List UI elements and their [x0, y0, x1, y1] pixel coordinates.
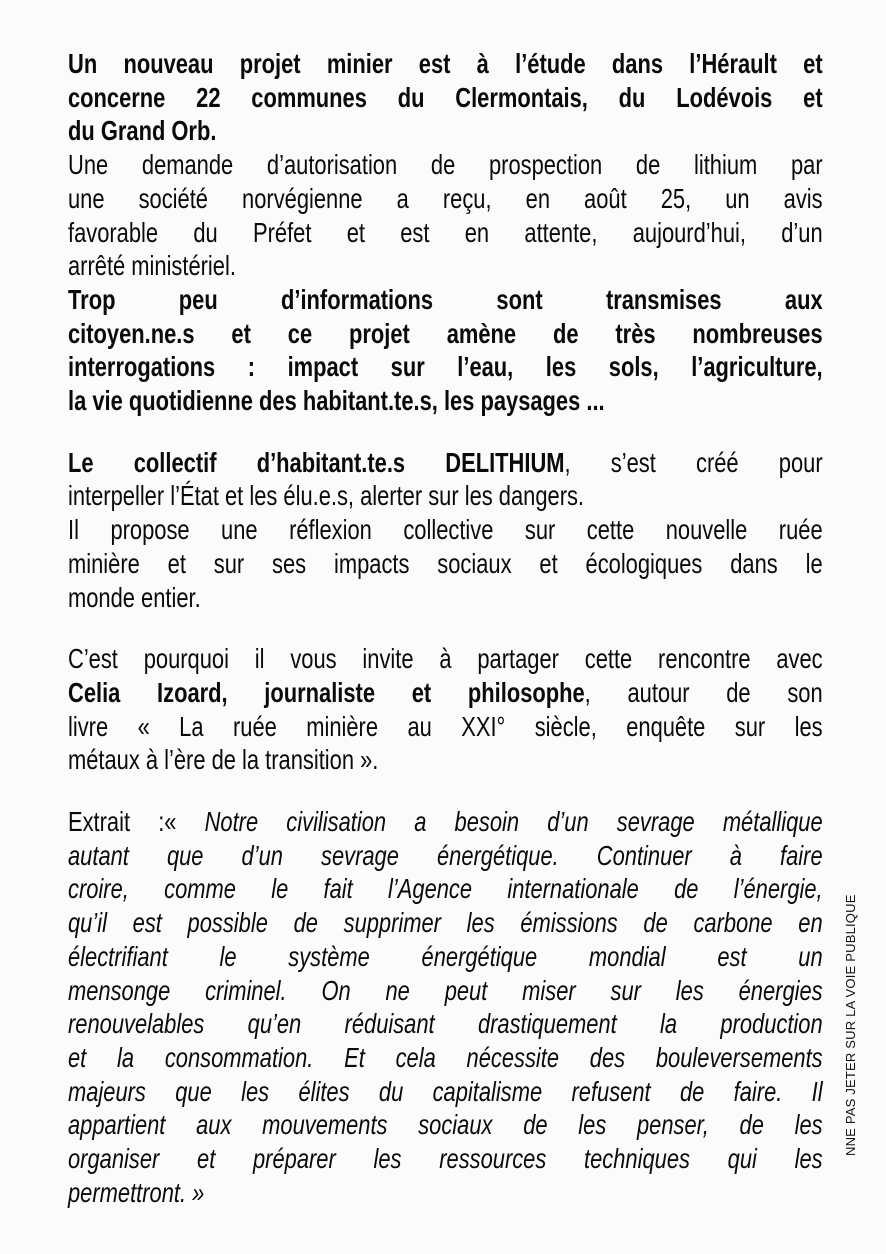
text-line [68, 1041, 823, 1075]
text-line [68, 581, 823, 615]
text-segment-italic: autant que d’un sevrage énergétique. Continuer à faire [68, 839, 823, 871]
text-line [68, 839, 823, 873]
text-segment-italic: permettront. » [68, 1176, 205, 1208]
document-body [68, 47, 823, 1210]
text-segment-bold: Celia Izoard, journaliste et philosophe [68, 676, 585, 708]
text-segment-bold: concerne 22 communes du Clermontais, du Lodévois et [68, 81, 823, 113]
text-line [68, 479, 823, 513]
paragraph [68, 642, 823, 777]
text-line [68, 642, 823, 676]
text-line [68, 906, 823, 940]
text-line [68, 114, 823, 148]
text-line [68, 710, 823, 744]
text-line [68, 872, 823, 906]
text-line [68, 1142, 823, 1176]
text-line [68, 940, 823, 974]
text-segment-bold: Le collectif d’habitant.te.s DELITHIUM [68, 446, 565, 478]
paragraph [68, 446, 823, 615]
paragraph [68, 283, 823, 418]
text-line [68, 47, 823, 81]
text-segment-regular: Extrait :« [68, 806, 177, 838]
text-segment-bold: Un nouveau projet minier est à l’étude dans l’Hérault et [68, 48, 823, 79]
text-segment-bold: Trop peu d’informations sont transmises aux [68, 283, 823, 315]
text-segment-italic: électrifiant le système énergétique mondial est un [68, 940, 823, 972]
text-segment-regular: favorable du Préfet et est en attente, aujourd’hui, d’un [68, 216, 823, 248]
text-segment-regular: , s’est créé pour [564, 446, 823, 478]
text-segment-regular: arrêté ministériel. [68, 250, 236, 282]
text-line [68, 743, 823, 777]
text-line [68, 350, 823, 384]
text-line [68, 384, 823, 418]
text-segment-regular: métaux à l’ère de la transition ». [68, 744, 379, 776]
text-segment-italic: Notre civilisation a besoin d’un sevrage métallique [176, 806, 823, 838]
text-line [68, 216, 823, 250]
text-segment-bold: citoyen.ne.s et ce projet amène de très nombreuses [68, 317, 823, 349]
text-segment-bold: du Grand Orb. [68, 115, 217, 147]
text-line [68, 446, 823, 480]
text-segment-regular: C’est pourquoi il vous invite à partager cette rencontre avec [68, 643, 823, 675]
text-line [68, 283, 823, 317]
text-line [68, 148, 823, 182]
text-segment-regular: Il propose une réflexion collective sur cette nouvelle ruée [68, 514, 823, 546]
text-segment-regular: interpeller l’État et les élu.e.s, alerter sur les dangers. [68, 480, 585, 512]
text-line [68, 1108, 823, 1142]
text-segment-regular: livre « La ruée minière au XXI° siècle, enquête sur les [68, 710, 823, 742]
text-segment-italic: et la consommation. Et cela nécessite des bouleversements [68, 1041, 823, 1073]
text-line [68, 1007, 823, 1041]
text-line [68, 1075, 823, 1109]
text-line [68, 547, 823, 581]
do-not-litter-notice: NNE PAS JETER SUR LA VOIE PUBLIQUE [843, 894, 858, 1156]
text-segment-regular: minière et sur ses impacts sociaux et écologiques dans le [68, 547, 823, 579]
text-segment-italic: renouvelables qu’en réduisant drastiquement la production [68, 1008, 823, 1040]
text-segment-italic: mensonge criminel. On ne peut miser sur les énergies [68, 974, 823, 1006]
text-segment-italic: croire, comme le fait l’Agence internationale de l’énergie, [68, 873, 823, 905]
text-line [68, 317, 823, 351]
text-segment-italic: appartient aux mouvements sociaux de les penser, de les [68, 1109, 823, 1141]
text-line [68, 805, 823, 839]
text-line [68, 513, 823, 547]
text-segment-bold: la vie quotidienne des habitant.te.s, les paysages ... [68, 385, 605, 417]
text-segment-italic: majeurs que les élites du capitalisme refusent de faire. Il [68, 1075, 823, 1107]
text-line [68, 249, 823, 283]
text-segment-regular: une société norvégienne a reçu, en août 25, un avis [68, 182, 823, 214]
text-segment-italic: organiser et préparer les ressources techniques qui les [68, 1143, 823, 1175]
text-line [68, 974, 823, 1008]
text-segment-regular: monde entier. [68, 581, 201, 613]
text-segment-italic: qu’il est possible de supprimer les émissions de carbone en [68, 907, 823, 939]
text-line [68, 1176, 823, 1210]
paragraph [68, 805, 823, 1209]
text-line [68, 182, 823, 216]
text-line [68, 676, 823, 710]
text-segment-regular: , autour de son [584, 676, 823, 708]
text-segment-regular: Une demande d’autorisation de prospection de lithium par [68, 149, 823, 181]
text-segment-bold: interrogations : impact sur l’eau, les sols, l’agriculture, [68, 351, 823, 383]
paragraph [68, 148, 823, 283]
paragraph [68, 47, 823, 148]
text-line [68, 81, 823, 115]
